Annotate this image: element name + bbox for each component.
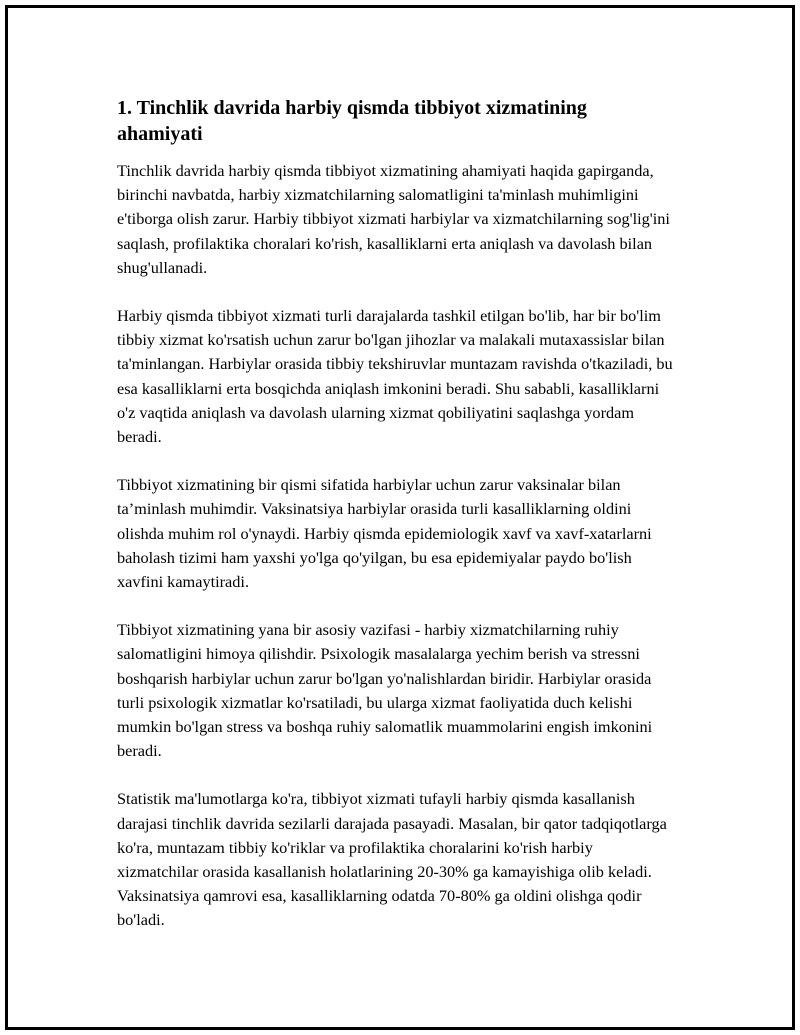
document-body bbox=[117, 95, 677, 957]
paragraph-3: Tibbiyot xizmatining bir qismi sifatida harbiylar uchun zarur vaksinalar bilan ta’minlash muhimdir. Vaksinatsiya harbiylar orasida turli kasalliklarning oldini olishda muhim rol o'ynaydi. Harbiy qismda epidemiologik xavf va xavf-xatarlarni baholash tizimi ham yaxshi yo'lga qo'yilgan, bu esa epidemiyalar paydo bo'lish xavfini kamaytiradi. bbox=[117, 475, 652, 592]
paragraph-5: Statistik ma'lumotlarga ko'ra, tibbiyot xizmati tufayli harbiy qismda kasallanish darajasi tinchlik davrida sezilarli darajada pasayadi. Masalan, bir qator tadqiqotlarga ko'ra, muntazam tibbiy ko'riklar va profilaktika choralarini ko'rish harbiy xizmatchilar orasida kasallanish holatlarining 20-30% ga kamayishiga olib keladi. Vaksinatsiya qamrovi esa, kasalliklarning odatda 70-80% ga oldini olishga qodir bo'ladi. bbox=[117, 789, 667, 930]
section-heading: 1. Tinchlik davrida harbiy qismda tibbiyot xizmatining ahamiyati bbox=[117, 97, 587, 145]
paragraph-1: Tinchlik davrida harbiy qismda tibbiyot xizmatining ahamiyati haqida gapirganda, birinchi navbatda, harbiy xizmatchilarning salomatligini ta'minlash muhimligini e'tiborga olish zarur. Harbiy tibbiyot xizmati harbiylar va xizmatchilarning sog'lig'ini saqlash, profilaktika choralari ko'rish, kasalliklarni erta aniqlash va davolash bilan shug'ullanadi. bbox=[117, 161, 670, 277]
paragraph-2: Harbiy qismda tibbiyot xizmati turli darajalarda tashkil etilgan bo'lib, har bir bo'lim tibbiy xizmat ko'rsatish uchun zarur bo'lgan jihozlar va malakali mutaxassislar bilan ta'minlangan. Harbiylar orasida tibbiy tekshiruvlar muntazam ravishda o'tkaziladi, bu esa kasalliklarni erta bosqichda aniqlash imkonini beradi. Shu sababli, kasalliklarni o'z vaqtida aniqlash va davolash ularning xizmat qobiliyatini saqlashga yordam beradi. bbox=[117, 306, 673, 447]
paragraph-4: Tibbiyot xizmatining yana bir asosiy vazifasi - harbiy xizmatchilarning ruhiy salomatligini himoya qilishdir. Psixologik masalalarga yechim berish va stressni boshqarish harbiylar uchun zarur bo'lgan yo'nalishlardan biridir. Harbiylar orasida turli psixologik xizmatlar ko'rsatiladi, bu ularga xizmat faoliyatida duch kelishi mumkin bo'lgan stress va boshqa ruhiy salomatlik muammolarini engish imkonini beradi. bbox=[117, 620, 653, 761]
